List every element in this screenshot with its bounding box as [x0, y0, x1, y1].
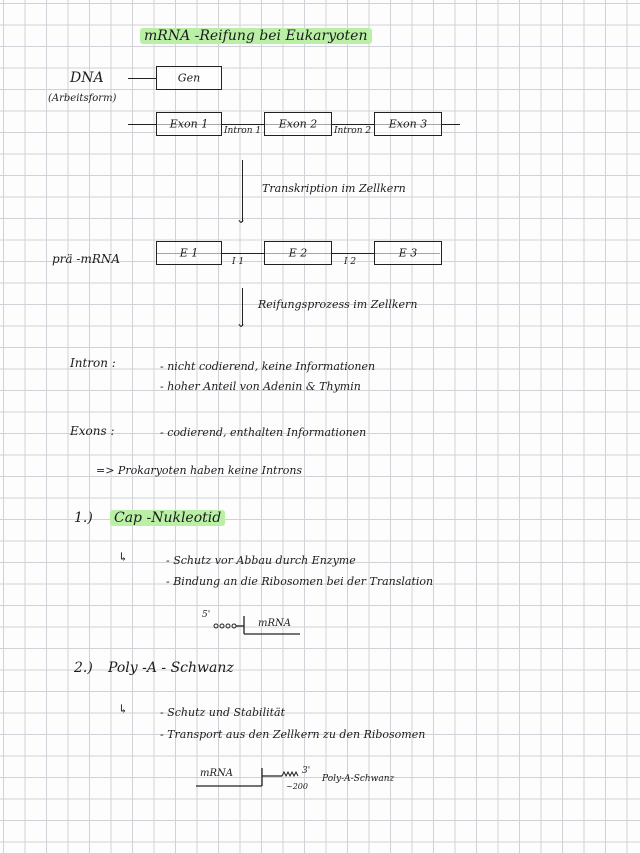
exons-heading: Exons :: [70, 424, 115, 438]
cap-heading-highlight: Cap -Nukleotid: [110, 510, 225, 526]
poly-heading: Poly -A - Schwanz: [108, 660, 234, 676]
exon1-label: Exon 1: [169, 117, 209, 131]
poly-three-prime: 3': [302, 766, 311, 776]
i2-label: I 2: [344, 257, 357, 267]
poly-mrna-label: mRNA: [200, 768, 233, 779]
poly-point-1: - Schutz und Stabilität: [160, 706, 286, 719]
intron2-label: Intron 2: [334, 126, 372, 136]
cap-circle-3: [226, 624, 230, 628]
intron-heading: Intron :: [70, 356, 116, 370]
maturation-label: Reifungsprozess im Zellkern: [258, 298, 418, 311]
dna-sublabel: (Arbeitsform): [48, 93, 117, 104]
poly-arrow-icon: ↳: [118, 702, 129, 716]
intron1-label: Intron 1: [224, 126, 262, 136]
cap-point-2: - Bindung an die Ribosomen bei der Translation: [166, 575, 434, 588]
gen-label: Gen: [177, 71, 201, 85]
title-highlight: mRNA -Reifung bei Eukaryoten: [140, 28, 372, 44]
cap-mrna-label: mRNA: [258, 618, 291, 629]
cap-five-prime: 5': [202, 610, 211, 620]
intron-point-1: - nicht codierend, keine Informationen: [160, 360, 376, 373]
cap-point-1: - Schutz vor Abbau durch Enzyme: [166, 554, 356, 567]
prokaryote-note: => Prokaryoten haben keine Introns: [96, 464, 303, 477]
i1-label: I 1: [232, 257, 245, 267]
arrow-head-2: ⌄: [236, 316, 247, 330]
exon3-label: Exon 3: [388, 117, 428, 131]
poly-count: ~200: [286, 782, 308, 791]
transcription-label: Transkription im Zellkern: [262, 182, 406, 195]
poly-a-tail-squiggle: [282, 772, 298, 776]
intron-point-2: - hoher Anteil von Adenin & Thymin: [160, 380, 361, 393]
pre-mrna-label: prä -mRNA: [52, 252, 121, 266]
poly-number: 2.): [74, 660, 93, 676]
e3-label: E 3: [398, 246, 418, 260]
e2-label: E 2: [288, 246, 308, 260]
cap-circle-1: [214, 624, 218, 628]
exons-point-1: - codierend, enthalten Informationen: [160, 426, 367, 439]
e1-label: E 1: [179, 246, 199, 260]
poly-tail-label: Poly-A-Schwanz: [322, 774, 395, 784]
cap-circle-4: [232, 624, 236, 628]
poly-point-2: - Transport aus den Zellkern zu den Ribosomen: [160, 728, 426, 741]
exon2-label: Exon 2: [278, 117, 318, 131]
cap-number: 1.): [74, 510, 93, 526]
arrow-head-1: ⌄: [236, 212, 247, 226]
cap-arrow-icon: ↳: [118, 550, 129, 564]
cap-circle-2: [220, 624, 224, 628]
dna-label: DNA: [70, 70, 104, 86]
